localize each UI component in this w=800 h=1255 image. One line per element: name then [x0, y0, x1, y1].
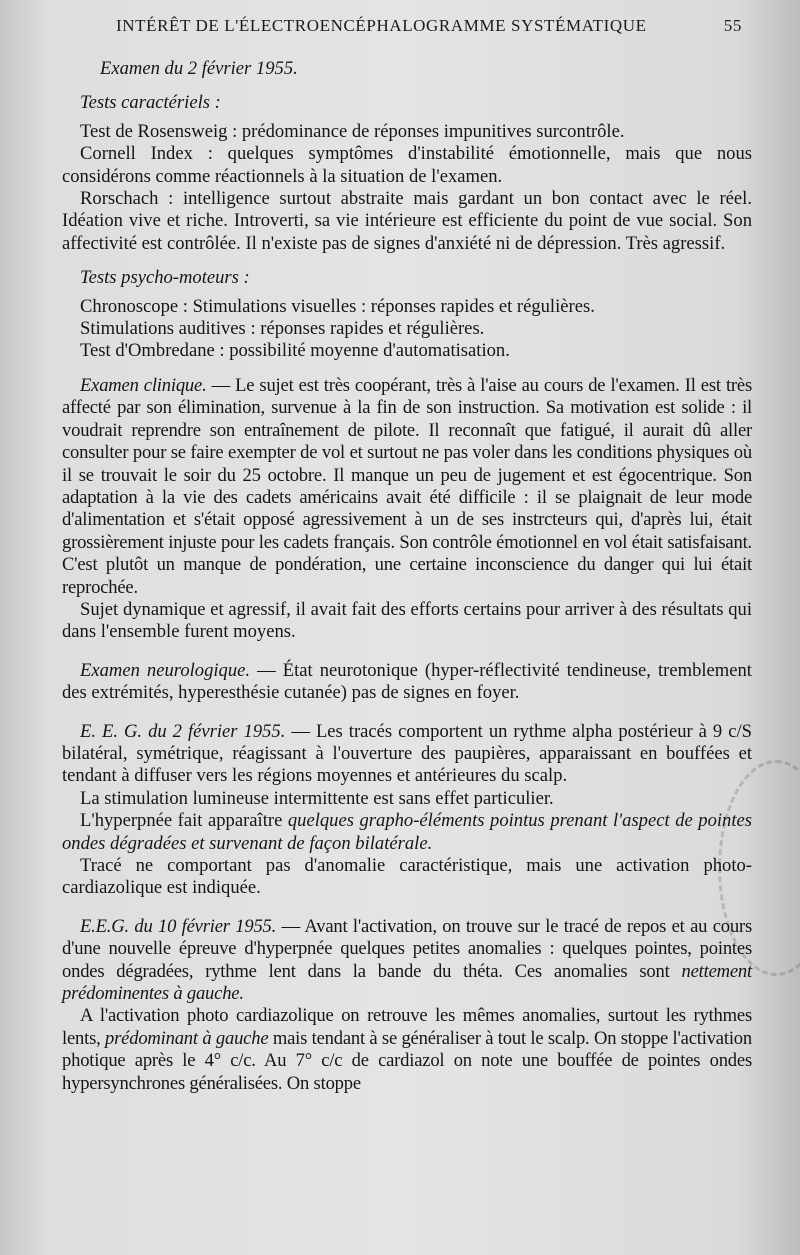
examen-neurologique-label: Examen neurologique. [80, 659, 251, 681]
activation-text-a: A l'activation photo cardiazolique on retrouve les mêmes anomalies, surtout les rythmes lents, [62, 1005, 752, 1049]
examen-clinique-label: Examen clinique. [80, 374, 207, 396]
eeg-10-fevrier-label: E.E.G. du 10 février 1955. [80, 915, 277, 937]
eeg-10-fevrier-text: — Avant l'activation, on trouve sur le tracé de repos et au cours d'une nouvelle épreuve d'hyperpnée quelques petites anomalies : quelques pointes, pointes ondes dégradées, rythme lent dans la bande du théta. Ces anomalies sont [62, 915, 752, 982]
page-number: 55 [723, 16, 742, 35]
rosensweig-line: Test de Rosensweig : prédominance de réponses impunitives surcontrôle. [80, 120, 625, 142]
hyperpnee-paragraph [62, 810, 752, 855]
cornell-paragraph: Cornell Index : quelques symptômes d'instabilité émotionnelle, mais que nous considérons comme réactionnels à la situation de l'examen. [62, 143, 752, 187]
examen-clinique-text: — Le sujet est très coopérant, très à l'aise au cours de l'examen. Il est très affecté par son élimination, survenue à la fin de son instruction. Sa motivation est solide : il voudrait reprendre son entraînement de pilote. Il reconnaît que fatigué, il aurait dû aller consulter pour se faire exempter de vol et surtout ne pas voler dans les conditions physiques où il se trouvait le soir du 25 octobre. Il manque un peu de jugement et est égocentrique. Son adaptation à la vie des cadets américains avait été difficile : il se plaignait de leur mode d'alimentation et s'était opposé agressivement à un de ses instrcteurs qui, d'après lui, était grossièrement injuste pour les cadets français. Son contrôle émotionnel en vol était satisfaisant. C'est plutôt un manque de pondération, une certaine inconscience du danger qui lui était reprochée. [62, 374, 752, 598]
page-body [62, 58, 752, 1095]
examen-neurologique-text: — État neurotonique (hyper-réflectivité tendineuse, tremblement des extrémités, hyperesthésie cutanée) pas de signes en foyer. [62, 659, 752, 704]
running-title: INTÉRÊT DE L'ÉLECTROENCÉPHALOGRAMME SYSTÉMATIQUE [116, 16, 647, 35]
activation-text-c: mais tendant à se généraliser à tout le scalp. On stoppe l'activation photique après le 4° c/c. Au 7° c/c de cardiazol on note une bouffée de pointes ondes hypersynchrones généralisées. On stoppe [62, 1027, 752, 1094]
activation-italic: prédominant à gauche [105, 1027, 269, 1049]
ombredane-line: Test d'Ombredane : possibilité moyenne d'automatisation. [80, 340, 510, 362]
chronoscope-line: Chronoscope : Stimulations visuelles : réponses rapides et régulières. [80, 295, 595, 317]
activation-paragraph [62, 1005, 752, 1095]
stimulation-lumineuse-line: La stimulation lumineuse intermittente est sans effet particulier. [80, 787, 554, 809]
examen-neurologique-paragraph [62, 660, 752, 705]
eeg-10-fevrier-paragraph [62, 916, 752, 1006]
hyperpnee-text: L'hyperpnée fait apparaître [80, 810, 288, 832]
rorschach-paragraph: Rorschach : intelligence surtout abstraite mais gardant un bon contact avec le réel. Idéation vive et riche. Introverti, sa vie intérieure est efficiente du point de vue social. Son affectivité est contrôlée. Il n'existe pas de signes d'anxiété ni de dépression. Très agressif. [62, 188, 752, 254]
hyperpnee-italic-text: quelques grapho-éléments pointus prenant l'aspect de pointes ondes dégradées et survenant de façon bilatérale. [62, 810, 753, 854]
tests-psychomoteurs-heading: Tests psycho-moteurs : [80, 267, 250, 289]
eeg-10-fevrier-italic: nettement prédominentes à gauche. [62, 960, 752, 1005]
eeg-2-fevrier-label: E. E. G. du 2 février 1955. [80, 720, 286, 742]
eeg-2-fevrier-paragraph [62, 721, 752, 788]
eeg-2-fevrier-text: — Les tracés comportent un rythme alpha postérieur à 9 c/S bilatéral, symétrique, réagissant à l'ouverture des paupières, apparaissant en bouffées et tendant à diffuser vers les régions moyennes et antérieures du scalp. [62, 720, 752, 787]
examen-clinique-paragraph-2: Sujet dynamique et agressif, il avait fait des efforts certains pour arriver à des résultats qui dans l'ensemble furent moyens. [62, 598, 752, 643]
auditives-line: Stimulations auditives : réponses rapides et régulières. [80, 318, 485, 340]
exam-date-heading: Examen du 2 février 1955. [100, 58, 298, 79]
tests-caracteriels-heading: Tests caractériels : [80, 92, 221, 114]
trace-paragraph: Tracé ne comportant pas d'anomalie caractéristique, mais une activation photo-cardiazolique est indiquée. [62, 855, 752, 899]
examen-clinique-paragraph [62, 375, 752, 599]
running-header [116, 16, 742, 36]
